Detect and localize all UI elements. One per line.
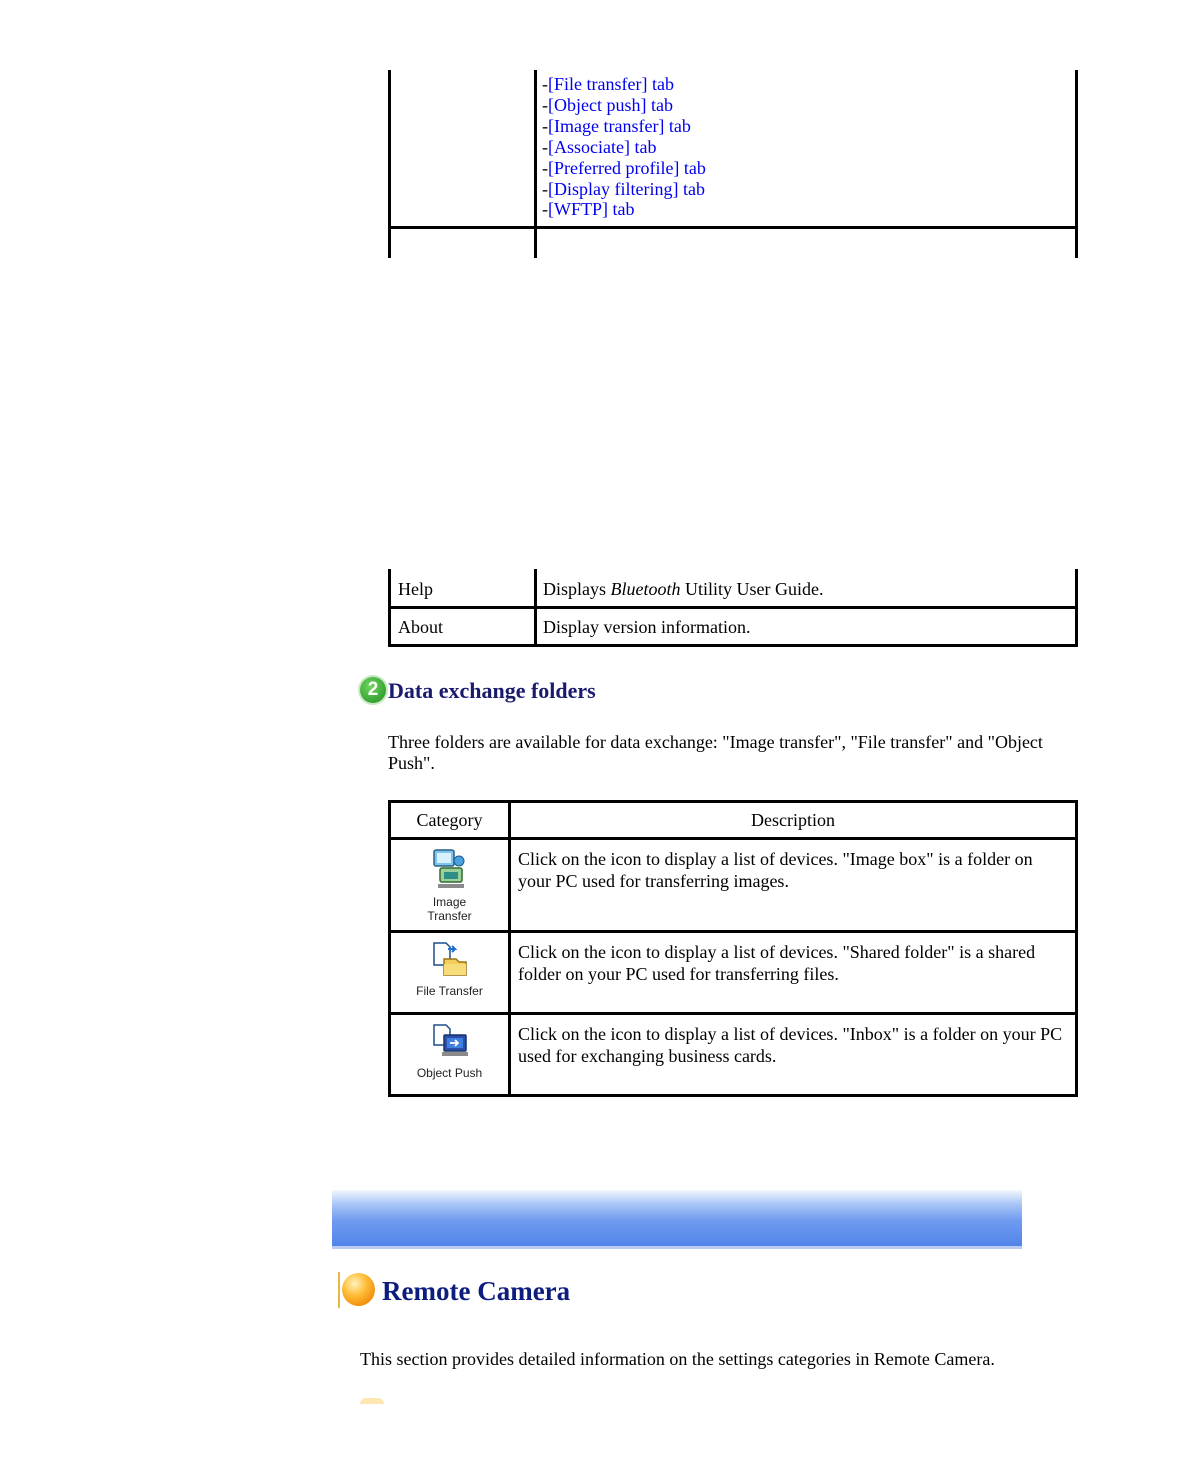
list-item (542, 74, 706, 95)
link-file-transfer-tab[interactable]: [File transfer] tab (548, 74, 674, 94)
link-prefix: - (542, 178, 548, 199)
object-push-button[interactable] (391, 1015, 508, 1080)
image-transfer-icon (430, 848, 470, 890)
object-push-icon (430, 1023, 470, 1061)
remote-camera-intro: This section provides detailed information on the settings categories in Remote Camera. (360, 1349, 995, 1369)
list-item (542, 95, 706, 116)
menu-about-label: About (398, 617, 443, 637)
table-row (390, 839, 1077, 932)
list-item (542, 179, 706, 200)
link-prefix: - (542, 74, 548, 94)
orb-icon (360, 1398, 384, 1404)
category-cell (390, 1014, 510, 1096)
description-cell: Click on the icon to display a list of devices. "Inbox" is a folder on your PC used for exchanging business cards. (510, 1014, 1077, 1096)
remote-camera-title: Remote Camera (382, 1276, 571, 1306)
file-transfer-icon (430, 941, 470, 979)
list-item (542, 137, 706, 158)
table-border-right (1075, 70, 1078, 258)
icon-label: Object Push (416, 1066, 483, 1080)
menu-about-description: Display version information. (543, 617, 751, 637)
icon-label: Image (432, 895, 467, 909)
desc-text: Utility User Guide. (680, 579, 824, 599)
link-display-filtering-tab[interactable]: [Display filtering] tab (548, 178, 705, 199)
tab-link-list (542, 74, 706, 220)
icon-label: File Transfer (416, 984, 483, 998)
link-prefix: - (542, 199, 548, 220)
link-object-push-tab[interactable]: [Object push] tab (548, 94, 673, 115)
section-title: Data exchange folders (388, 678, 596, 703)
link-prefix: - (542, 94, 548, 115)
menu-help-label: Help (398, 579, 433, 599)
list-item (542, 199, 706, 220)
heading-accent-bar (338, 1272, 340, 1308)
description-cell: Click on the icon to display a list of devices. "Image box" is a folder on your PC used for transferring images. (510, 839, 1077, 932)
section-intro: Three folders are available for data exchange: "Image transfer", "File transfer" and "Object Push". (388, 732, 1043, 773)
data-exchange-table (388, 800, 1078, 1097)
link-prefix: - (542, 157, 548, 178)
category-cell (390, 932, 510, 1014)
link-prefix: - (542, 136, 548, 157)
image-transfer-button[interactable] (391, 840, 508, 923)
link-wftp-tab[interactable]: [WFTP] tab (548, 199, 635, 220)
table-header-row (390, 802, 1077, 839)
category-cell (390, 839, 510, 932)
table-row (390, 932, 1077, 1014)
orange-orb-icon (342, 1273, 375, 1306)
desc-text: Displays (543, 579, 611, 599)
link-prefix: - (542, 115, 548, 136)
description-cell: Click on the icon to display a list of devices. "Shared folder" is a shared folder on your PC used for transferring files. (510, 932, 1077, 1014)
list-item (542, 158, 706, 179)
list-item (542, 116, 706, 137)
desc-emphasis: Bluetooth (610, 579, 681, 599)
table-border-mid (534, 70, 537, 258)
column-header-description: Description (510, 802, 1077, 839)
column-header-category: Category (390, 802, 510, 839)
link-image-transfer-tab[interactable]: [Image transfer] tab (548, 115, 691, 136)
table-row-divider (388, 606, 1078, 609)
link-associate-tab[interactable]: [Associate] tab (548, 136, 657, 157)
icon-label: Transfer (427, 909, 472, 923)
link-preferred-profile-tab[interactable]: [Preferred profile] tab (548, 157, 706, 178)
menu-help-description (543, 579, 823, 600)
step-number-badge: 2 (360, 677, 386, 703)
table-row (390, 1014, 1077, 1096)
table-border-bottom (388, 644, 1078, 647)
section-banner (332, 1190, 1022, 1249)
table-border-left (388, 70, 391, 258)
table-row-divider (388, 226, 1078, 229)
file-transfer-button[interactable] (391, 933, 508, 998)
